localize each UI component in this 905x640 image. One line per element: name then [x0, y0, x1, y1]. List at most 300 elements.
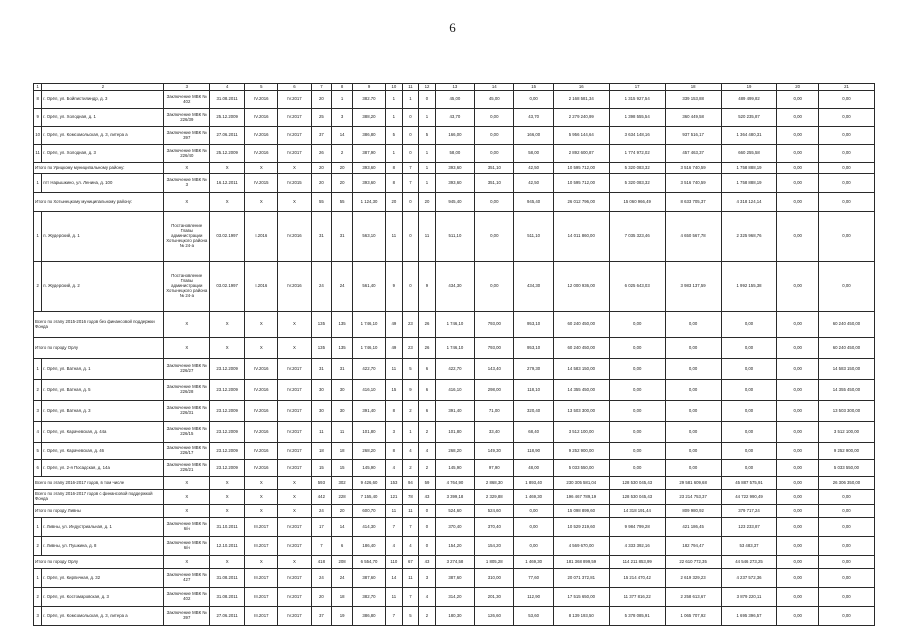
table-cell: 9 252 900,00 — [553, 443, 609, 460]
table-cell: 7 — [402, 588, 419, 607]
table-cell: X — [164, 556, 210, 569]
table-cell: IV.2017 — [278, 359, 311, 380]
table-cell: 0,00 — [818, 569, 874, 588]
table-cell: III.2017 — [245, 607, 278, 626]
table-cell: 386,80 — [352, 127, 385, 145]
table-cell: IV.2016 — [245, 460, 278, 477]
table-cell: III.2017 — [245, 518, 278, 537]
table-cell: X — [164, 193, 210, 212]
table-cell: 0,00 — [609, 422, 665, 443]
table-cell: 78 — [402, 490, 419, 505]
table-cell: 1 746,10 — [352, 338, 385, 359]
table-cell: 12.10.2011 — [210, 537, 245, 556]
table-cell: 0,00 — [777, 212, 818, 262]
table-cell: 7 — [386, 518, 403, 537]
table-cell: 0,00 — [665, 422, 721, 443]
table-cell: X — [278, 505, 311, 518]
table-cell: IV.2016 — [245, 359, 278, 380]
table-cell: 0,00 — [818, 518, 874, 537]
table-cell: 1 — [332, 91, 353, 109]
table-cell: 153 — [386, 477, 403, 490]
table-cell: 22 610 772,35 — [665, 556, 721, 569]
table-cell: 360 449,58 — [665, 109, 721, 127]
subtotal-label: Всего по этапу 2016-2017 годов, в том числе — [34, 477, 164, 490]
column-number: 16 — [553, 84, 609, 91]
table-cell: 3 879 220,11 — [721, 588, 777, 607]
table-cell: 9 — [419, 262, 436, 312]
table-cell: 1 758 888,19 — [721, 163, 777, 174]
table-cell: 0 — [402, 212, 419, 262]
table-cell: 2 325 968,76 — [721, 212, 777, 262]
table-cell: 382,70 — [352, 588, 385, 607]
table-cell: 4 — [419, 588, 436, 607]
table-cell: 4 764,90 — [435, 477, 474, 490]
table-cell: 5 — [402, 607, 419, 626]
table-cell: 0,00 — [777, 477, 818, 490]
table-cell: X — [245, 490, 278, 505]
table-row — [34, 537, 875, 556]
table-cell: 110 — [386, 556, 403, 569]
table-cell: г. Орёл, ул. Комсомольская, д. 3, литера а — [42, 607, 164, 626]
table-cell: 3 516 740,59 — [665, 174, 721, 193]
subtotal-row — [34, 163, 875, 174]
table-cell: 15 214 470,42 — [609, 569, 665, 588]
table-cell: X — [210, 193, 245, 212]
table-cell: г. Орёл, ул. Карачевская, д. 46 — [42, 443, 164, 460]
table-cell: 6 — [419, 380, 436, 401]
column-number: 11 — [402, 84, 419, 91]
table-cell: 7 — [311, 537, 332, 556]
table-cell: 6 025 643,03 — [609, 262, 665, 312]
subtotal-label: Итого по городу Орлу — [34, 556, 164, 569]
table-cell: 17 515 650,00 — [553, 588, 609, 607]
table-cell: 11 — [311, 422, 332, 443]
table-cell: 4 — [419, 443, 436, 460]
table-cell: X — [245, 338, 278, 359]
table-cell: 60 240 450,00 — [818, 338, 874, 359]
table-cell: 1 — [402, 91, 419, 109]
table-cell: 320,40 — [514, 401, 553, 422]
table-cell: 25.12.2009 — [210, 145, 245, 163]
table-cell: 0,00 — [609, 401, 665, 422]
table-cell: 0,00 — [665, 359, 721, 380]
table-cell: 03.02.1997 — [210, 212, 245, 262]
table-row — [34, 262, 875, 312]
table-cell: 953,10 — [514, 312, 553, 338]
table-cell: 182 794,47 — [665, 537, 721, 556]
table-cell: 43 — [419, 490, 436, 505]
table-cell: 351,10 — [475, 174, 514, 193]
table-cell: 393,60 — [352, 163, 385, 174]
table-cell: 201,30 — [475, 588, 514, 607]
table-cell: 0,00 — [777, 422, 818, 443]
table-cell: 11 — [386, 588, 403, 607]
table-cell: 25 — [311, 109, 332, 127]
table-cell: г. Орёл, ул. Ватная, д. 3 — [42, 401, 164, 422]
table-cell: X — [210, 505, 245, 518]
table-cell: 0,00 — [777, 338, 818, 359]
table-cell: 181 368 899,59 — [553, 556, 609, 569]
table-cell: 0,00 — [818, 588, 874, 607]
table-cell: 23 — [402, 312, 419, 338]
table-cell: 422,70 — [435, 359, 474, 380]
table-cell: 44 546 273,25 — [721, 556, 777, 569]
table-cell: X — [278, 338, 311, 359]
table-cell: IV.2017 — [278, 109, 311, 127]
table-cell: Заключение МВК № 427 — [164, 569, 210, 588]
table-cell: 2 868,30 — [475, 477, 514, 490]
table-cell: п. Жудерский, д. 1 — [42, 212, 164, 262]
table-cell: 0 — [402, 109, 419, 127]
table-cell: 0,00 — [777, 443, 818, 460]
column-number: 12 — [419, 84, 436, 91]
table-cell: 3 — [419, 569, 436, 588]
table-cell: 3 983 137,59 — [665, 262, 721, 312]
table-cell: 0,00 — [818, 163, 874, 174]
table-cell: 71,00 — [475, 401, 514, 422]
subtotal-label: Итого по Урицкому муниципальному району: — [34, 163, 164, 174]
table-cell: X — [164, 477, 210, 490]
column-number: 13 — [435, 84, 474, 91]
table-cell: 3 — [34, 401, 42, 422]
column-number: 21 — [818, 84, 874, 91]
table-cell: X — [164, 490, 210, 505]
column-number: 7 — [311, 84, 332, 91]
table-cell: 2 279 240,99 — [553, 109, 609, 127]
table-cell: 0,00 — [818, 127, 874, 145]
table-cell: IV.2015 — [278, 174, 311, 193]
table-cell: IV.2016 — [278, 262, 311, 312]
table-cell: 0,00 — [818, 174, 874, 193]
table-cell: 4 — [386, 460, 403, 477]
table-cell: 3 — [332, 109, 353, 127]
table-cell: 0,00 — [514, 91, 553, 109]
table-cell: г. Орёл, ул. Холодная, д. 3 — [42, 145, 164, 163]
table-cell: 520 235,87 — [721, 109, 777, 127]
table-cell: 43 — [419, 556, 436, 569]
table-cell: 524,60 — [435, 505, 474, 518]
table-cell: 2 — [34, 537, 42, 556]
subtotal-row — [34, 338, 875, 359]
table-cell: Заключение МВК № 226/27 — [164, 359, 210, 380]
column-number: 17 — [609, 84, 665, 91]
table-cell: 0,00 — [721, 422, 777, 443]
table-cell: 5 033 550,00 — [553, 460, 609, 477]
table-cell: 0,00 — [777, 312, 818, 338]
column-number: 6 — [278, 84, 311, 91]
table-cell: 11 — [402, 569, 419, 588]
table-cell: 302 — [332, 477, 353, 490]
table-cell: 0,00 — [514, 505, 553, 518]
table-cell: 314,20 — [435, 588, 474, 607]
table-cell: Заключение МВК № 226/28 — [164, 380, 210, 401]
table-cell: 14 — [386, 569, 403, 588]
table-cell: 1 — [419, 109, 436, 127]
table-cell: 0,00 — [609, 443, 665, 460]
table-cell: Заключение МВК № 402 — [164, 91, 210, 109]
column-number: 15 — [514, 84, 553, 91]
table-cell: IV.2016 — [245, 443, 278, 460]
table-cell: г. Орёл, ул. Костомаровская, д. 3 — [42, 588, 164, 607]
table-cell: 11 377 816,22 — [609, 588, 665, 607]
table-cell: 14 583 150,00 — [818, 359, 874, 380]
table-cell: 1 — [34, 569, 42, 588]
table-cell: 30 — [332, 401, 353, 422]
table-cell: 0,00 — [777, 91, 818, 109]
table-cell: 393,60 — [435, 174, 474, 193]
table-cell: 8 633 705,37 — [665, 193, 721, 212]
table-cell: 379 717,24 — [721, 505, 777, 518]
table-cell: Постановление Главы администрации Хотынецкого района № 24-а — [164, 212, 210, 262]
table-cell: Заключение МВК № 397 — [164, 607, 210, 626]
table-cell: 388,20 — [352, 109, 385, 127]
table-cell: IV.2016 — [245, 109, 278, 127]
table-cell: 0,00 — [777, 359, 818, 380]
table-cell: 0,00 — [721, 312, 777, 338]
table-cell: 298,00 — [475, 380, 514, 401]
table-cell: 2 — [34, 262, 42, 312]
table-cell: Заключение МВК № 226/31 — [164, 401, 210, 422]
table-row — [34, 109, 875, 127]
column-number: 20 — [777, 84, 818, 91]
table-cell: 7 035 323,46 — [609, 212, 665, 262]
table-cell: 2 — [332, 145, 353, 163]
table-cell: 20 — [386, 193, 403, 212]
table-cell: 457 463,37 — [665, 145, 721, 163]
table-cell: 0 — [419, 505, 436, 518]
table-cell: 5 — [402, 359, 419, 380]
table-row — [34, 569, 875, 588]
table-cell: 0,00 — [721, 359, 777, 380]
table-cell: 561,40 — [352, 262, 385, 312]
table-cell: 0,00 — [475, 193, 514, 212]
table-cell: 14 355 450,00 — [553, 380, 609, 401]
table-cell: 0,00 — [818, 109, 874, 127]
table-cell: 793,00 — [475, 312, 514, 338]
table-cell: 1 364 480,31 — [721, 127, 777, 145]
table-cell: 123 233,87 — [721, 518, 777, 537]
table-cell: 1 746,10 — [352, 312, 385, 338]
table-cell: X — [210, 556, 245, 569]
table-cell: 31 — [332, 359, 353, 380]
table-cell: Заключение МВК № 402 — [164, 588, 210, 607]
table-cell: 1 — [386, 145, 403, 163]
table-cell: Постановление Главы администрации Хотынецкого района № 24-а — [164, 262, 210, 312]
table-cell: 370,40 — [475, 518, 514, 537]
table-cell: 9 — [34, 109, 42, 127]
table-cell: 793,00 — [475, 338, 514, 359]
table-cell: 1 992 155,38 — [721, 262, 777, 312]
table-cell: 30 — [311, 380, 332, 401]
table-cell: 3 399,18 — [435, 490, 474, 505]
table-cell: 154,20 — [475, 537, 514, 556]
table-cell: 434,30 — [435, 262, 474, 312]
table-cell: 1 746,10 — [435, 312, 474, 338]
table-cell: 0 — [419, 518, 436, 537]
table-cell: 24 — [311, 569, 332, 588]
table-cell: 18 — [332, 588, 353, 607]
table-cell: 5 956 144,64 — [553, 127, 609, 145]
table-cell: 23 — [402, 338, 419, 359]
table-cell: 416,10 — [435, 380, 474, 401]
table-cell: 0,00 — [777, 460, 818, 477]
column-number: 5 — [245, 84, 278, 91]
table-cell: 0,00 — [818, 505, 874, 518]
table-cell: 1 398 555,54 — [609, 109, 665, 127]
table-cell: 15 060 966,49 — [609, 193, 665, 212]
table-cell: 0,00 — [777, 193, 818, 212]
table-cell: 0,00 — [818, 607, 874, 626]
table-cell: 31 — [311, 359, 332, 380]
table-cell: 23.12.2009 — [210, 359, 245, 380]
table-cell: X — [164, 312, 210, 338]
table-cell: 0,00 — [777, 607, 818, 626]
table-cell: 1 — [34, 174, 42, 193]
table-cell: 6 — [419, 359, 436, 380]
table-cell: 15 — [332, 460, 353, 477]
column-number: 8 — [332, 84, 353, 91]
table-cell: 4 237 572,36 — [721, 569, 777, 588]
table-cell: 60 240 450,00 — [553, 312, 609, 338]
table-cell: 23.12.2009 — [210, 422, 245, 443]
table-cell: 23.12.2009 — [210, 380, 245, 401]
table-cell: 166,00 — [435, 127, 474, 145]
table-cell: г. Орёл, ул. Карачевская, д. 44а — [42, 422, 164, 443]
table-cell: 23.12.2009 — [210, 401, 245, 422]
table-cell: 1 746,10 — [435, 338, 474, 359]
table-cell: 43,70 — [514, 109, 553, 127]
table-cell: X — [164, 338, 210, 359]
table-cell: 0,00 — [514, 518, 553, 537]
table-cell: 5 378 085,91 — [609, 607, 665, 626]
table-cell: 0,00 — [665, 338, 721, 359]
table-cell: 196 467 789,19 — [553, 490, 609, 505]
table-cell: 660 255,58 — [721, 145, 777, 163]
table-cell: 118,90 — [514, 443, 553, 460]
table-cell: 1 — [386, 109, 403, 127]
table-cell: 2 — [34, 380, 42, 401]
table-cell: 268,20 — [435, 443, 474, 460]
table-cell: X — [210, 163, 245, 174]
table-cell: 118,10 — [514, 380, 553, 401]
table-cell: 24 — [311, 505, 332, 518]
table-cell: 208 — [332, 556, 353, 569]
table-cell: 8 — [34, 91, 42, 109]
table-cell: 6 — [419, 401, 436, 422]
table-cell: 0,00 — [609, 380, 665, 401]
table-cell: 0,00 — [777, 127, 818, 145]
table-cell: 15 098 899,60 — [553, 505, 609, 518]
table-cell: 414,30 — [352, 518, 385, 537]
table-cell: 0,00 — [514, 537, 553, 556]
table-cell: 128 530 045,43 — [609, 490, 665, 505]
table-cell: IV.2017 — [278, 518, 311, 537]
table-cell: 351,10 — [475, 163, 514, 174]
subtotal-label: Итого по городу Ливны — [34, 505, 164, 518]
page-number: 6 — [449, 20, 456, 35]
table-body — [34, 84, 875, 626]
table-cell: IV.2017 — [278, 607, 311, 626]
table-cell: III.2017 — [245, 537, 278, 556]
table-cell: 12 000 936,00 — [553, 262, 609, 312]
table-cell: X — [210, 312, 245, 338]
table-cell: 13 503 300,00 — [818, 401, 874, 422]
column-number: 2 — [42, 84, 164, 91]
table-cell: X — [278, 312, 311, 338]
table-cell: 310,00 — [475, 569, 514, 588]
table-cell: 7 — [386, 607, 403, 626]
subtotal-row — [34, 312, 875, 338]
column-number: 19 — [721, 84, 777, 91]
table-cell: 1 — [402, 422, 419, 443]
table-cell: 9 252 900,00 — [818, 443, 874, 460]
table-cell: 0,00 — [665, 401, 721, 422]
table-cell: 31.10.2011 — [210, 518, 245, 537]
table-cell: 26 012 796,00 — [553, 193, 609, 212]
table-cell: 0,00 — [721, 443, 777, 460]
table-cell: 0,00 — [665, 460, 721, 477]
table-cell: 953,10 — [514, 338, 553, 359]
table-cell: 0,00 — [475, 109, 514, 127]
subtotal-row — [34, 477, 875, 490]
table-cell: X — [210, 338, 245, 359]
table-cell: 0,00 — [721, 401, 777, 422]
table-cell: 387,60 — [352, 569, 385, 588]
table-cell: X — [245, 193, 278, 212]
table-cell: IV.2017 — [278, 422, 311, 443]
table-cell: 149,30 — [475, 443, 514, 460]
table-cell: 2 — [34, 588, 42, 607]
table-cell: 15 — [311, 460, 332, 477]
table-cell: 1 774 972,02 — [609, 145, 665, 163]
table-cell: X — [245, 312, 278, 338]
table-cell: 593 — [311, 477, 332, 490]
table-cell: 23.12.2009 — [210, 443, 245, 460]
table-cell: 18 — [332, 443, 353, 460]
table-row — [34, 401, 875, 422]
table-cell: 16.12.2011 — [210, 174, 245, 193]
table-cell: 4 318 124,14 — [721, 193, 777, 212]
table-cell: 143,40 — [475, 359, 514, 380]
table-cell: 0,00 — [777, 490, 818, 505]
table-cell: X — [164, 163, 210, 174]
table-cell: 5 320 083,32 — [609, 163, 665, 174]
table-cell: 37 — [311, 607, 332, 626]
table-cell: Заключение МВК № 226/40 — [164, 145, 210, 163]
table-cell: 145,90 — [352, 460, 385, 477]
table-cell: 3 516 740,59 — [665, 163, 721, 174]
table-cell: 0,00 — [777, 109, 818, 127]
table-cell: 0,00 — [818, 262, 874, 312]
column-number: 18 — [665, 84, 721, 91]
table-cell: г. Орёл, ул. Ватная, д. 5 — [42, 380, 164, 401]
table-cell: 0,00 — [818, 193, 874, 212]
table-cell: 135 — [332, 338, 353, 359]
table-cell: 2 — [419, 422, 436, 443]
table-cell: 5 320 083,32 — [609, 174, 665, 193]
table-cell: 1 315 927,54 — [609, 91, 665, 109]
table-cell: 0,00 — [721, 460, 777, 477]
table-cell: 101,80 — [435, 422, 474, 443]
table-cell: 8 139 193,50 — [553, 607, 609, 626]
subtotal-row — [34, 556, 875, 569]
table-cell: X — [210, 477, 245, 490]
table-cell: 5 033 550,00 — [818, 460, 874, 477]
table-cell: IV.2017 — [278, 401, 311, 422]
table-cell: X — [245, 477, 278, 490]
subtotal-label: Итого по городу Орлу — [34, 338, 164, 359]
table-cell: 112,90 — [514, 588, 553, 607]
